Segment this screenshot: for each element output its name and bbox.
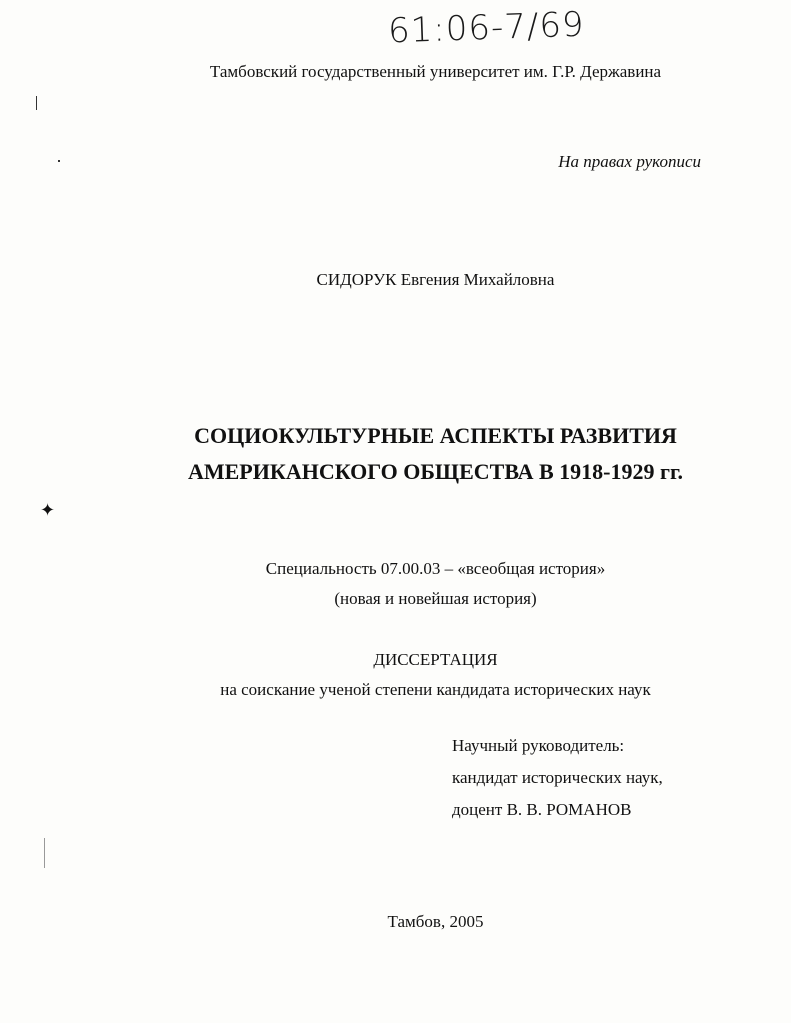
supervisor-degree: кандидат исторических наук,	[452, 768, 663, 787]
university-name: Тамбовский государственный университет им. Г.Р. Державина	[209, 62, 662, 81]
dissertation-title	[40, 418, 791, 490]
archive-code-handwritten: 61:06-7/69	[387, 4, 586, 52]
dissertation-block	[40, 645, 791, 705]
scan-speck	[44, 838, 45, 868]
title-line-2: АМЕРИКАНСКОГО ОБЩЕСТВА В 1918-1929 гг.	[187, 459, 684, 484]
place-year: Тамбов, 2005	[387, 912, 484, 931]
title-line-1: СОЦИОКУЛЬТУРНЫЕ АСПЕКТЫ РАЗВИТИЯ	[194, 423, 677, 448]
specialty-line: Специальность 07.00.03 – «всеобщая история»	[265, 559, 606, 578]
scan-speck	[36, 96, 37, 110]
specialty-subline: (новая и новейшая история)	[334, 589, 537, 608]
dissertation-purpose: на соискание ученой степени кандидата исторических наук	[220, 680, 651, 699]
scan-mark-icon: ✦	[40, 500, 56, 521]
dissertation-heading: ДИССЕРТАЦИЯ	[373, 650, 498, 669]
supervisor-label: Научный руководитель:	[452, 736, 625, 755]
rights-note: На правах рукописи	[558, 152, 701, 171]
author-name: СИДОРУК Евгения Михайловна	[316, 270, 555, 289]
scan-speck	[58, 160, 60, 162]
supervisor-name: доцент В. В. РОМАНОВ	[452, 800, 632, 819]
supervisor-block	[452, 730, 663, 826]
specialty-block	[40, 554, 791, 614]
